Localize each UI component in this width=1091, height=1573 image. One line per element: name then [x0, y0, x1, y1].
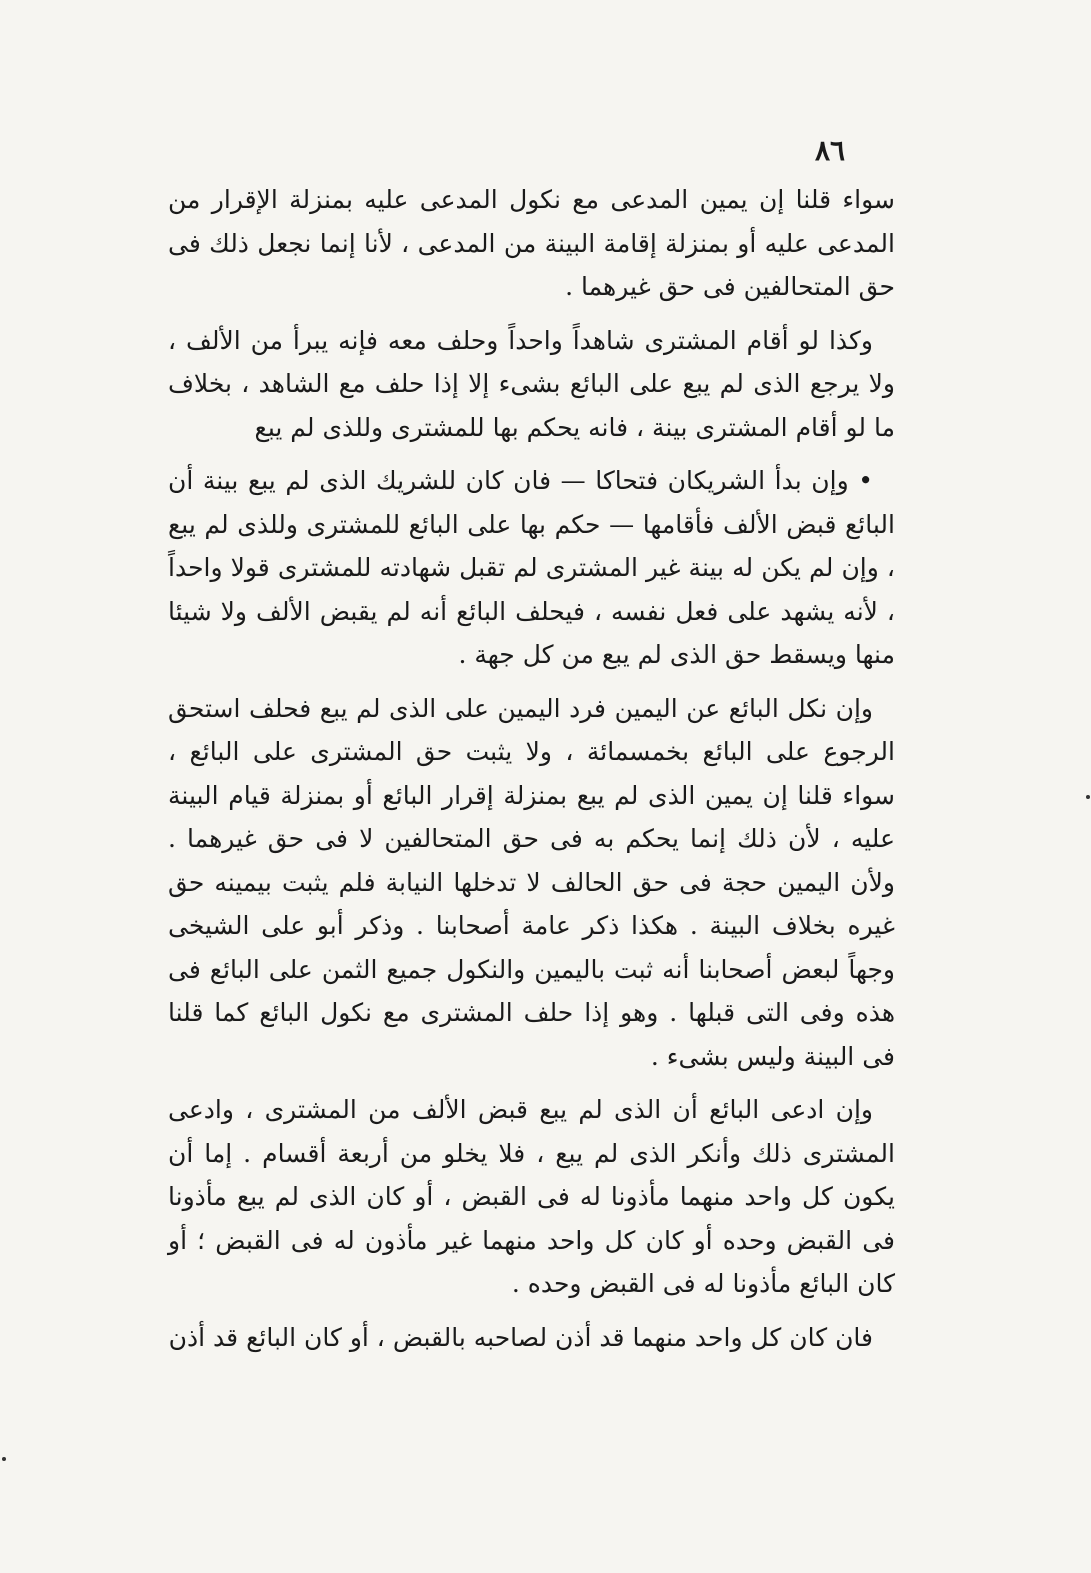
- scan-speck: [1086, 795, 1090, 799]
- paragraph-3: • وإن بدأ الشريكان فتحاكا — فان كان للشريك الذى لم يبع بينة أن البائع قبض الألف فأقامها — حكم بها على البائع للمشترى وللذى لم يبع ، وإن لم يكن له بينة غير المشترى لم تقبل شهادته للمشترى قولا واحداً ، لأنه يشهد على فعل نفسه ، فيحلف البائع أنه لم يقبض الألف ولا شيئا منها ويسقط حق الذى لم يبع من كل جهة .: [168, 466, 895, 669]
- body-text: [168, 178, 895, 1369]
- paragraph-6: فان كان كل واحد منهما قد أذن لصاحبه بالقبض ، أو كان البائع قد أذن: [168, 1322, 873, 1352]
- paragraph-2: وكذا لو أقام المشترى شاهداً واحداً وحلف معه فإنه يبرأ من الألف ، ولا يرجع الذى لم يبع على البائع بشىء إلا إذا حلف مع الشاهد ، بخلاف ما لو أقام المشترى بينة ، فانه يحكم بها للمشترى وللذى لم يبع: [168, 325, 895, 442]
- paragraph-1: سواء قلنا إن يمين المدعى مع نكول المدعى عليه بمنزلة الإقرار من المدعى عليه أو بمنزلة إقامة البينة من المدعى ، لأنا إنما نجعل ذلك فى حق المتحالفين فى حق غيرهما .: [168, 185, 895, 301]
- paragraph-4: وإن نكل البائع عن اليمين فرد اليمين على الذى لم يبع فحلف استحق الرجوع على البائع بخمسمائة ، ولا يثبت حق المشترى على البائع ، سواء قلنا إن يمين الذى لم يبع بمنزلة إقرار البائع أو بمنزلة قيام البينة عليه ، لأن ذلك إنما يحكم به فى حق المتحالفين لا فى حق غيرهما . ولأن اليمين حجة فى حق الحالف لا تدخلها النيابة فلم يثبت بيمينه حق غيره بخلاف البينة . هكذا ذكر عامة أصحابنا . وذكر أبو على الشيخى وجهاً لبعض أصحابنا أنه ثبت باليمين والنكول جميع الثمن على البائع فى هذه وفى التى قبلها . وهو إذا حلف المشترى مع نكول البائع كما قلنا فى البينة وليس بشىء .: [168, 693, 895, 1071]
- paragraph-5: وإن ادعى البائع أن الذى لم يبع قبض الألف من المشترى ، وادعى المشترى ذلك وأنكر الذى لم يبع ، فلا يخلو من أربعة أقسام . إما أن يكون كل واحد منهما مأذونا له فى القبض ، أو كان الذى لم يبع مأذونا فى القبض وحده أو كان كل واحد منهما غير مأذون له فى القبض ؛ أو كان البائع مأذونا له فى القبض وحده .: [168, 1095, 895, 1298]
- scan-speck: [2, 1457, 6, 1461]
- page-number: ٨٦: [815, 134, 846, 167]
